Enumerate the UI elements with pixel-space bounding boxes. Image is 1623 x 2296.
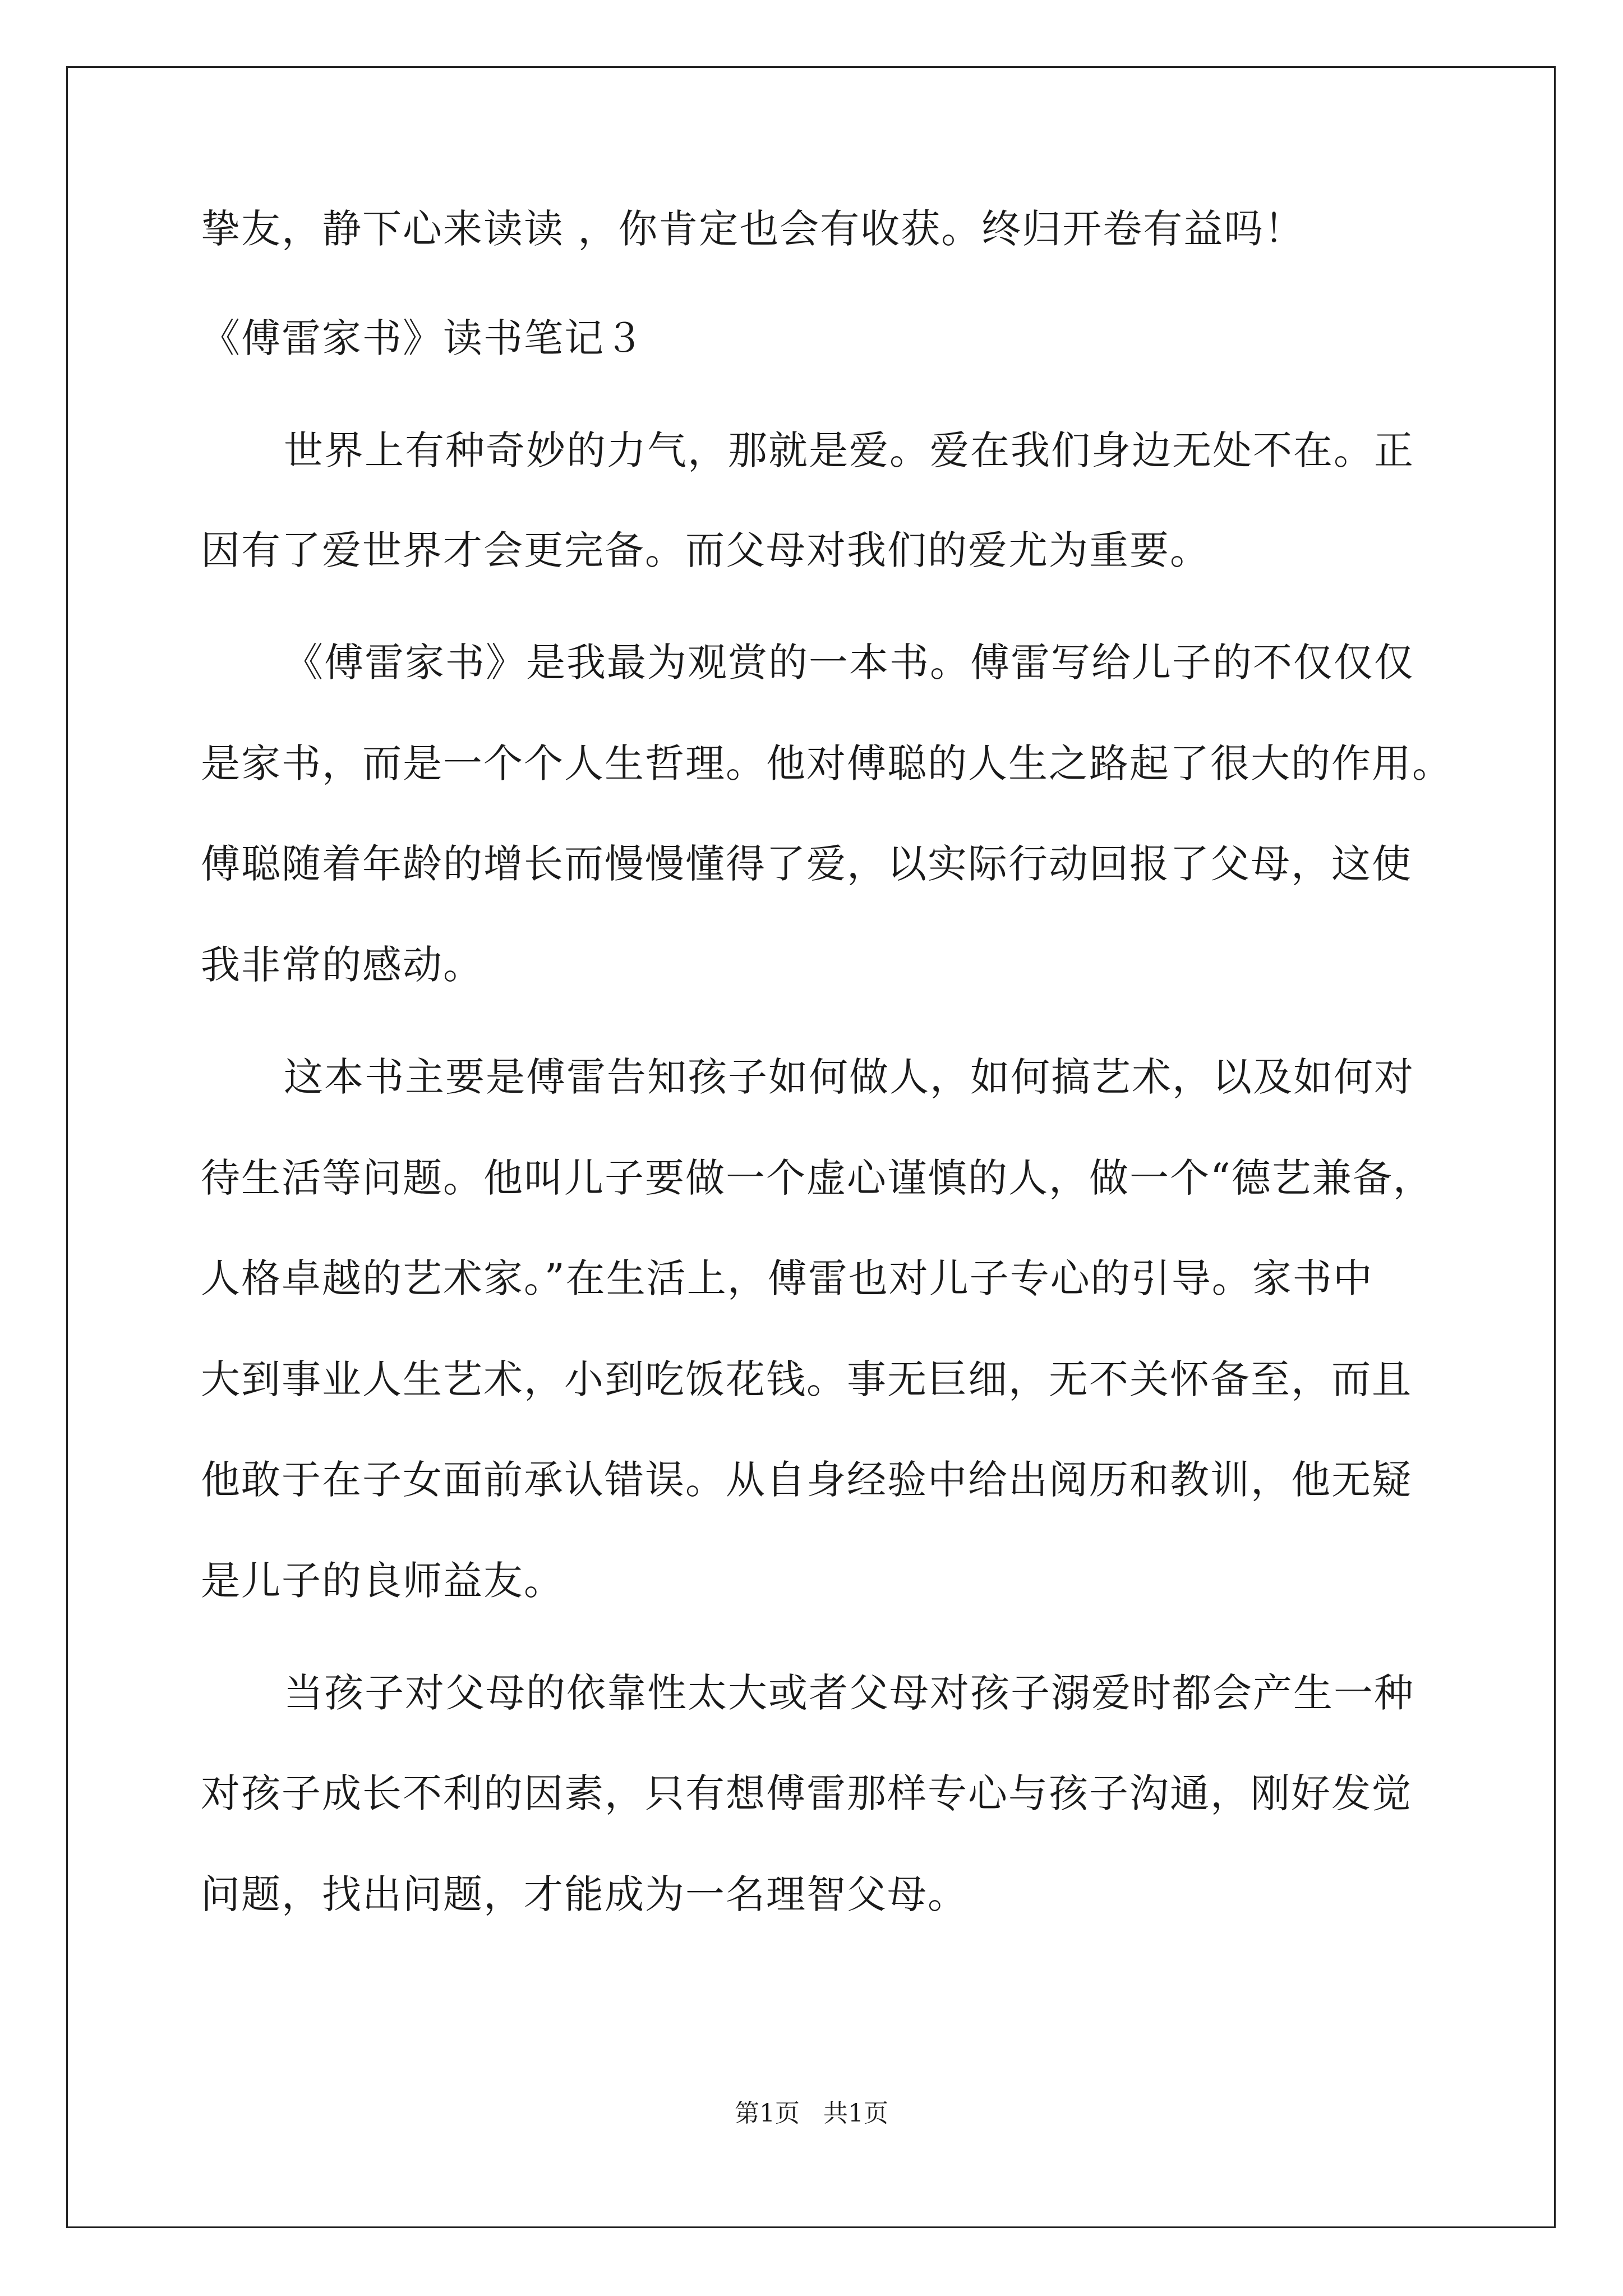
text-line-continuation: 挚友，静下心来读读 ，你肯定也会有收获。终归开卷有益吗！ — [201, 206, 1305, 252]
paragraph-1-line-2: 因有了爱世界才会更完备。而父母对我们的爱尤为重要。 — [201, 527, 1210, 573]
paragraph-2-line-2: 是家书，而是一个个人生哲理。他对傅聪的人生之路起了很大的作用。 — [201, 740, 1453, 786]
paragraph-4-line-1: 当孩子对父母的依靠性太大或者父母对孩子溺爱时都会产生一种 — [284, 1670, 1414, 1716]
page-footer: 第1页 共1页 — [735, 2099, 888, 2128]
paragraph-3-line-2: 待生活等问题。他叫儿子要做一个虚心谨慎的人，做一个“德艺兼备， — [201, 1155, 1433, 1201]
paragraph-2-line-1: 《傅雷家书》是我最为观赏的一本书。傅雷写给儿子的不仅仅仅 — [284, 639, 1414, 685]
paragraph-3-line-6: 是儿子的良师益友。 — [201, 1558, 564, 1604]
paragraph-3-line-1: 这本书主要是傅雷告知孩子如何做人，如何搞艺术，以及如何对 — [284, 1054, 1414, 1100]
paragraph-4-line-3: 问题，找出问题，才能成为一名理智父母。 — [201, 1871, 968, 1917]
paragraph-2-line-4: 我非常的感动。 — [201, 942, 483, 988]
paragraph-3-line-3: 人格卓越的艺术家。”在生活上，傅雷也对儿子专心的引导。家书中 — [201, 1255, 1373, 1301]
paragraph-2-line-3: 傅聪随着年龄的增长而慢慢懂得了爱，以实际行动回报了父母，这使 — [201, 841, 1412, 887]
paragraph-3-line-5: 他敢于在子女面前承认错误。从自身经验中给出阅历和教训，他无疑 — [201, 1457, 1412, 1503]
paragraph-1-line-1: 世界上有种奇妙的力气，那就是爱。爱在我们身边无处不在。正 — [284, 427, 1414, 473]
paragraph-3-line-4: 大到事业人生艺术，小到吃饭花钱。事无巨细，无不关怀备至，而且 — [201, 1356, 1412, 1402]
section-heading: 《傅雷家书》读书笔记３ — [201, 315, 645, 361]
paragraph-4-line-2: 对孩子成长不利的因素，只有想傅雷那样专心与孩子沟通，刚好发觉 — [201, 1770, 1412, 1816]
